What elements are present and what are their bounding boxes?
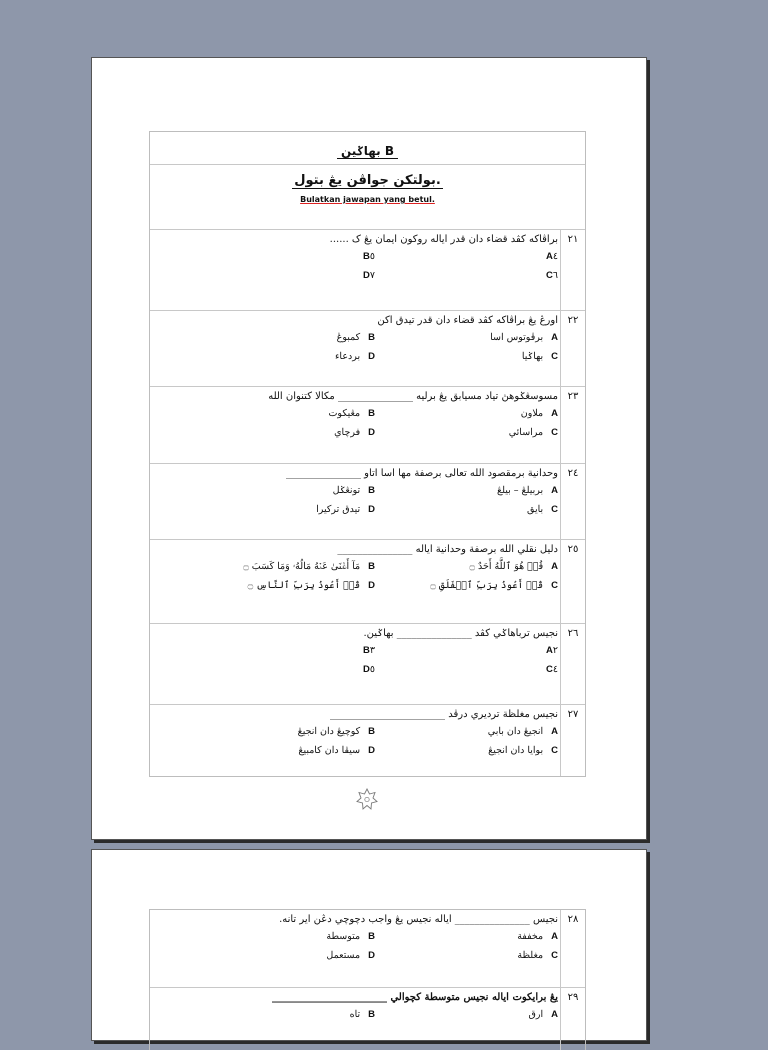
option-a[interactable]: A٤ [546,251,558,262]
question-23 [150,387,585,464]
option-c[interactable]: Cقُلۡ أَعُوذُ بِرَبِّ ٱلۡفَلَقِ ۝ [430,580,558,591]
option-a[interactable]: A٢ [546,645,558,656]
option-c[interactable]: Cمراسائي [508,427,558,438]
option-a[interactable]: Aبرڤوتوس اسا [490,332,558,343]
option-c[interactable]: Cبوايا دان انجيڠ [488,745,558,756]
option-d[interactable]: D٥ [363,664,375,675]
question-frame [149,909,586,1050]
option-d[interactable]: Dتيدق ترکيرا [316,504,375,515]
option-c[interactable]: Cمغلظة [517,950,558,961]
option-c[interactable]: Cبايق [527,504,558,515]
option-b[interactable]: Bتونڠݢل [332,485,375,496]
ornament-star-icon [356,788,378,810]
question-text: يڠ برايكوت اياله نجيس متوسطة کچوالي _______________________ [271,992,558,1003]
question-number: ٢٥ [560,540,585,623]
option-b[interactable]: Bمتوسطة [326,931,375,942]
page-2 [91,849,647,1041]
option-b[interactable]: Bمَآ أَغۡنَىٰ عَنۡهُ مَالُهُۥ وَمَا كَسَبَ ۝ [243,561,375,572]
option-a[interactable]: Aانجيڠ دان بابي [487,726,558,737]
option-d[interactable]: Dفرچاي [334,427,375,438]
option-c[interactable]: C٦ [546,270,558,281]
question-number: ٢٦ [560,624,585,704]
question-text: نجيس _______________ اياله نجيس يڠ واجب دچوچي دڠن اير تانه. [279,914,558,925]
question-27 [150,705,585,776]
option-b[interactable]: B٣ [363,645,375,656]
question-text: براڤاكه كڤد قضاء دان قدر اياله روکون ايمان يڠ ک ...... [329,234,558,245]
question-number: ٢١ [560,230,585,310]
question-text: نجيس مغلظة ترديري درڤد _______________________ [330,709,558,720]
question-25 [150,540,585,624]
question-21 [150,230,585,311]
option-a[interactable]: Aبربيلڠ – بيلڠ [497,485,558,496]
question-number: ٢٢ [560,311,585,386]
question-number: ٢٣ [560,387,585,463]
option-b[interactable]: B٥ [363,251,375,262]
option-a[interactable]: Aمخففة [517,931,558,942]
option-d[interactable]: Dسيڤا دان کامبيڠ [298,745,375,756]
question-text: اورڠ يڠ براڤاكه كڤد قضاء دان قدر تيدق اكن [377,315,558,326]
question-26 [150,624,585,705]
option-c[interactable]: C٤ [546,664,558,675]
option-a[interactable]: Aملاون [520,408,558,419]
section-label: بهاݢين B [337,144,398,159]
question-24 [150,464,585,540]
option-d[interactable]: Dمستعمل [326,950,375,961]
question-text: وحدانية برمقصود الله تعالى برصفة مها اسا اتاو _______________ [285,468,558,479]
question-number: ٢٩ [560,988,585,1050]
question-text: مسوسڠݢوهڽ تياد مسيابق يڠ برليه _______________ مكالا كتنوان الله [268,391,558,402]
option-b[interactable]: Bكمبوڠ [336,332,375,343]
instruction-jawi: بولتكن جواڤن يڠ بتول. [294,173,441,188]
instruction-rumi: Bulatkan jawapan yang betul. [300,195,435,204]
question-text: نجيس ترباهاݢي كڤد _______________ بهاݢين. [363,628,558,639]
option-c[interactable]: Cبهاݢيا [521,351,558,362]
option-d[interactable]: Dبردعاء [334,351,375,362]
question-number: ٢٨ [560,910,585,987]
question-frame [149,131,586,777]
option-a[interactable]: Aارق [528,1009,558,1020]
question-29 [150,988,585,1050]
question-28 [150,910,585,988]
option-b[interactable]: Bمڠيكوت [328,408,375,419]
option-b[interactable]: Bتاه [349,1009,375,1020]
question-text: دليل نقلي الله برصفة وحدانية اياله _______________ [337,544,558,555]
option-b[interactable]: Bکوچيڠ دان انجيڠ [297,726,375,737]
question-22 [150,311,585,387]
option-d[interactable]: Dقُلۡ أَعُوذُ بِرَبِّ ٱلنَّاسِ ۝ [247,580,375,591]
section-header [150,132,585,165]
page-1 [91,57,647,840]
option-d[interactable]: D٧ [363,270,375,281]
option-a[interactable]: Aقُلۡ هُوَ ٱللَّهُ أَحَدٌ ۝ [469,561,558,572]
instruction-block [150,165,585,230]
question-number: ٢٧ [560,705,585,776]
question-number: ٢٤ [560,464,585,539]
